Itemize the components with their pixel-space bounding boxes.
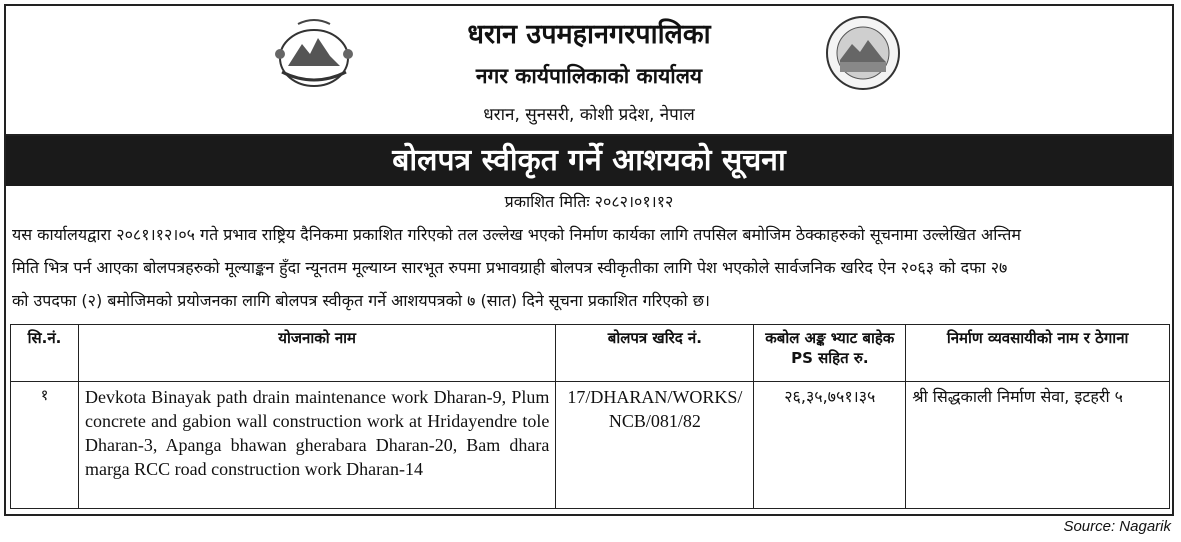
table-header-row: [11, 325, 1170, 382]
notice-body: [12, 218, 1168, 317]
cell-project: Devkota Binayak path drain maintenance work Dharan-9, Plum concrete and gabion wall construction work at Hridayendre tole Dharan-3, Apanga bhawan gherabara Dharan-20, Bam dhara marga RCC road construction work Dharan-14: [78, 382, 555, 509]
header-contractor: निर्माण व्यवसायीको नाम र ठेगाना: [906, 325, 1170, 382]
published-date: प्रकाशित मितिः २०८२।०१।१२: [504, 192, 674, 211]
header-project: योजनाको नाम: [78, 325, 555, 382]
cell-amount: २६,३५,७५१।३५: [754, 382, 906, 509]
office-subtitle: नगर कार्यपालिकाको कार्यालय: [475, 64, 703, 88]
office-address: धरान, सुनसरी, कोशी प्रदेश, नेपाल: [483, 105, 695, 125]
header-bid-number: बोलपत्र खरिद नं.: [556, 325, 754, 382]
header-serial: सि.नं.: [11, 325, 79, 382]
tender-table: [10, 324, 1170, 509]
notice-frame: [4, 4, 1174, 516]
cell-serial: १: [11, 382, 79, 509]
cell-contractor: श्री सिद्धकाली निर्माण सेवा, इटहरी ५: [906, 382, 1170, 509]
notice-body-line: यस कार्यालयद्वारा २०८१।१२।०५ गते प्रभाव राष्ट्रिय दैनिकमा प्रकाशित गरिएको तल उल्लेख भएको निर्माण कार्यका लागि तपसिल बमोजिम ठेक्काहरुको सूचनामा उल्लेखित अन्तिम: [12, 225, 1021, 244]
notice-body-line: मिति भित्र पर्न आएका बोलपत्रहरुको मूल्याङ्कन हुँदा न्यूनतम मूल्याय्न सारभूत रुपमा प्रभावग्राही बोलपत्र स्वीकृतीका लागि पेश भएकोले सार्वजनिक खरिद ऐन २०६३ को दफा २७: [12, 258, 1008, 277]
source-credit: Source: Nagarik: [1063, 518, 1171, 535]
header: [6, 6, 1172, 136]
municipality-title: धरान उपमहानगरपालिका: [467, 19, 711, 50]
header-amount: कबोल अङ्क भ्याट बाहेक PS सहित रु.: [754, 325, 906, 382]
notice-title-banner: बोलपत्र स्वीकृत गर्ने आशयको सूचना: [6, 136, 1172, 186]
table-row: [11, 382, 1170, 509]
cell-bid-number: 17/DHARAN/WORKS/ NCB/081/82: [556, 382, 754, 509]
municipality-seal-icon: [824, 14, 902, 92]
notice-body-line: को उपदफा (२) बमोजिमको प्रयोजनका लागि बोलपत्र स्वीकृत गर्ने आशयपत्रको ७ (सात) दिने सूचना प्रकाशित गरिएको छ।: [12, 291, 710, 310]
